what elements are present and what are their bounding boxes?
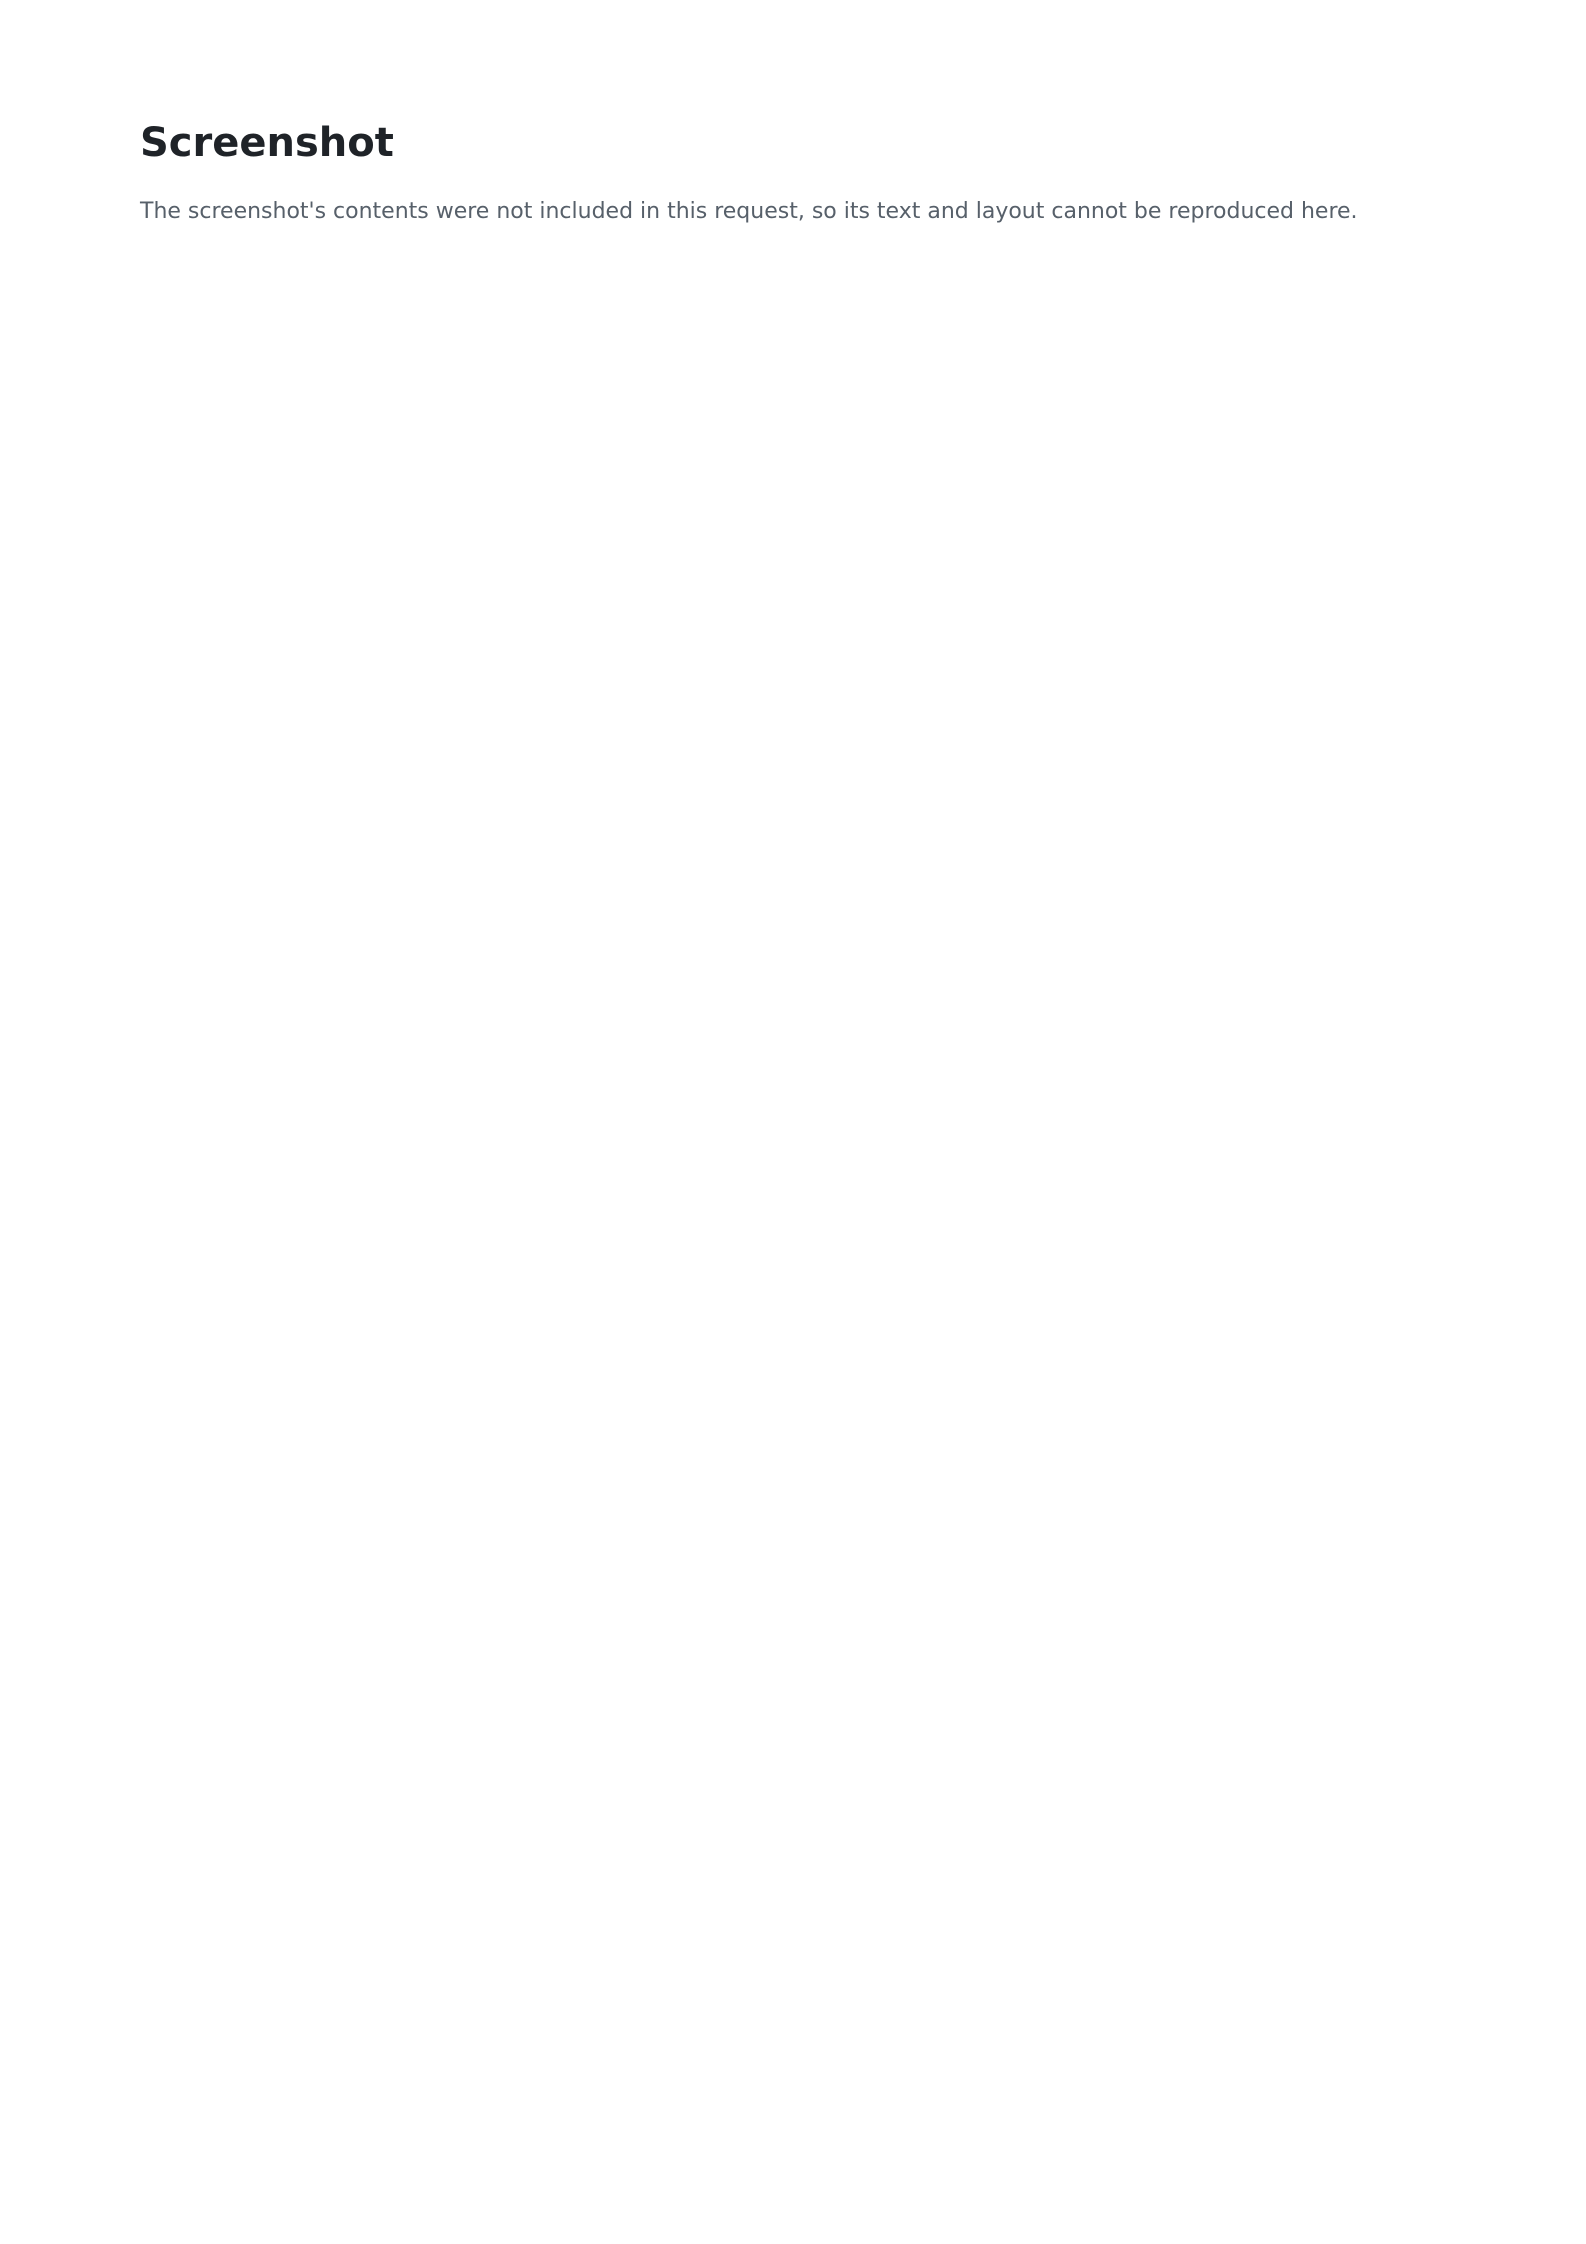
page-title: Screenshot [140,120,394,166]
page-body: The screenshot's contents were not included in this request, so its text and layout cannot be reproduced here. [140,199,1358,224]
